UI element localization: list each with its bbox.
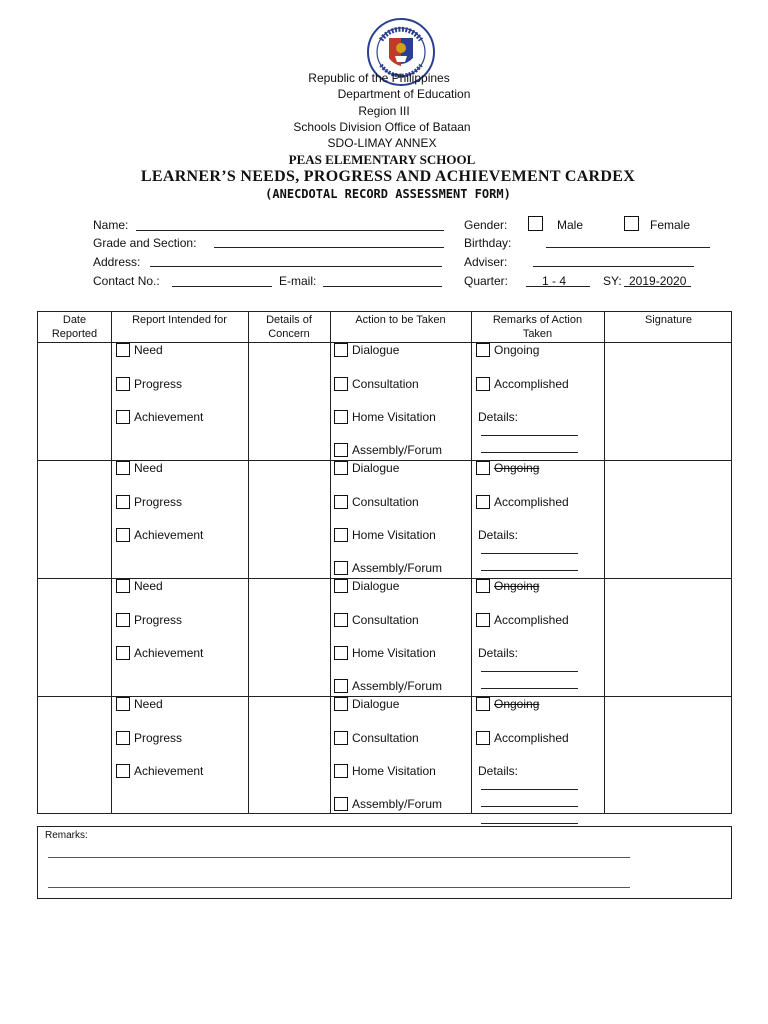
remarks-line-1[interactable]	[48, 857, 630, 858]
row2-report-need-label: Need	[134, 461, 163, 475]
female-checkbox[interactable]	[624, 216, 639, 231]
header-details-concern-l1: Details of	[266, 314, 312, 326]
header-signature: Signature	[644, 314, 693, 326]
row4-report-need[interactable]	[116, 697, 163, 711]
header-date-reported	[38, 312, 111, 343]
contact-field[interactable]	[172, 286, 272, 287]
row1-remark-ongoing-checkbox[interactable]	[476, 343, 490, 357]
birthday-label: Birthday:	[464, 236, 512, 250]
row2-action-dialogue[interactable]	[334, 461, 399, 475]
grade-section-field[interactable]	[214, 247, 444, 248]
header-action: Action to be Taken	[355, 314, 446, 326]
row1-remark-accomplished[interactable]	[476, 377, 569, 391]
row1-action-dialogue[interactable]	[334, 343, 399, 357]
header-republic: Republic of the Philippines	[308, 71, 450, 85]
row1-action-dialogue-label: Dialogue	[352, 343, 400, 357]
row1-action-consultation-label: Consultation	[352, 377, 419, 391]
row3-action-assembly-forum[interactable]	[334, 679, 442, 693]
name-label: Name:	[93, 218, 129, 232]
quarter-label: Quarter:	[464, 274, 509, 288]
row2-details-line-1[interactable]	[481, 553, 578, 554]
row3-report-achievement[interactable]	[116, 646, 203, 660]
row1-action-consultation-checkbox[interactable]	[334, 377, 348, 391]
row3-details-label: Details:	[478, 646, 519, 660]
header-remarks-action	[471, 312, 604, 343]
row3-remark-accomplished-checkbox[interactable]	[476, 613, 490, 627]
address-field[interactable]	[150, 266, 442, 267]
row1-report-need-checkbox[interactable]	[116, 343, 130, 357]
sy-value: 2019-2020	[629, 274, 687, 288]
row3-action-home-visitation[interactable]	[334, 646, 436, 660]
adviser-field[interactable]	[533, 266, 694, 267]
row1-report-progress-checkbox[interactable]	[116, 377, 130, 391]
row3-report-need-label: Need	[134, 579, 163, 593]
email-field[interactable]	[323, 286, 442, 287]
form-title: LEARNER’S NEEDS, PROGRESS AND ACHIEVEMENT CARDEX	[140, 168, 636, 185]
row4-action-dialogue[interactable]	[334, 697, 399, 711]
row4-report-need-label: Need	[134, 697, 163, 711]
row3-details-line-1[interactable]	[481, 671, 578, 672]
row4-action-assembly-forum-checkbox[interactable]	[334, 797, 348, 811]
row2-action-consultation-label: Consultation	[352, 495, 419, 509]
row2-report-achievement[interactable]	[116, 528, 203, 542]
row3-remark-ongoing-checkbox[interactable]	[476, 579, 490, 593]
row3-remark-ongoing[interactable]	[476, 579, 539, 593]
gender-label: Gender:	[464, 218, 508, 232]
male-checkbox[interactable]	[528, 216, 543, 231]
row4-details-line-3[interactable]	[481, 823, 578, 824]
row3-action-consultation-label: Consultation	[352, 613, 419, 627]
quarter-value: 1 - 4	[542, 274, 567, 288]
row2-details-label: Details:	[478, 528, 519, 542]
row4-remark-accomplished[interactable]	[476, 731, 569, 745]
row4-report-progress-label: Progress	[134, 731, 183, 745]
row4-report-progress[interactable]	[116, 731, 182, 745]
row4-report-achievement-label: Achievement	[134, 764, 204, 778]
row1-action-home-visitation[interactable]	[334, 410, 436, 424]
row1-details-line-1[interactable]	[481, 435, 578, 436]
row2-remark-accomplished-checkbox[interactable]	[476, 495, 490, 509]
row3-remark-accomplished[interactable]	[476, 613, 569, 627]
row4-action-consultation-checkbox[interactable]	[334, 731, 348, 745]
row2-action-dialogue-label: Dialogue	[352, 461, 400, 475]
row1-remark-ongoing[interactable]	[476, 343, 539, 357]
row2-remark-ongoing-checkbox[interactable]	[476, 461, 490, 475]
header-region: Region III	[358, 104, 410, 118]
row1-report-progress-label: Progress	[134, 377, 183, 391]
row3-report-need-checkbox[interactable]	[116, 579, 130, 593]
row4-action-home-visitation-label: Home Visitation	[352, 764, 436, 778]
header-details-concern-l2: Concern	[268, 328, 310, 340]
row3-report-achievement-checkbox[interactable]	[116, 646, 130, 660]
row2-remark-ongoing-label: Ongoing	[494, 461, 540, 475]
row2-action-home-visitation-label: Home Visitation	[352, 528, 436, 542]
row4-details-label: Details:	[478, 764, 519, 778]
header-remarks-action-l1: Remarks of Action	[492, 314, 583, 326]
row3-action-assembly-forum-checkbox[interactable]	[334, 679, 348, 693]
birthday-field[interactable]	[546, 247, 710, 248]
name-field[interactable]	[136, 230, 444, 231]
row3-details-line-2[interactable]	[481, 688, 578, 689]
header-remarks-action-l2: Taken	[522, 328, 553, 340]
row2-report-progress[interactable]	[116, 495, 182, 509]
email-label: E-mail:	[279, 274, 317, 288]
row1-action-assembly-forum-checkbox[interactable]	[334, 443, 348, 457]
row3-action-dialogue-label: Dialogue	[352, 579, 400, 593]
row1-report-need[interactable]	[116, 343, 163, 357]
row2-remark-accomplished-label: Accomplished	[494, 495, 569, 509]
row2-report-achievement-label: Achievement	[134, 528, 204, 542]
row4-report-achievement[interactable]	[116, 764, 203, 778]
row3-report-progress-label: Progress	[134, 613, 183, 627]
row1-remark-accomplished-label: Accomplished	[494, 377, 569, 391]
row4-remark-accomplished-checkbox[interactable]	[476, 731, 490, 745]
header-date-reported-l2: Reported	[51, 328, 98, 340]
row4-action-consultation-label: Consultation	[352, 731, 419, 745]
row3-report-achievement-label: Achievement	[134, 646, 204, 660]
row3-report-progress[interactable]	[116, 613, 182, 627]
grade-section-label: Grade and Section:	[93, 236, 197, 250]
row1-details-line-2[interactable]	[481, 452, 578, 453]
row3-action-consultation[interactable]	[334, 613, 419, 627]
row4-details-line-2[interactable]	[481, 806, 578, 807]
row1-action-assembly-forum[interactable]	[334, 443, 442, 457]
header-report-intended: Report Intended for	[132, 314, 227, 326]
row4-action-dialogue-checkbox[interactable]	[334, 697, 348, 711]
row1-report-achievement-checkbox[interactable]	[116, 410, 130, 424]
row2-report-need-checkbox[interactable]	[116, 461, 130, 475]
sy-label: SY:	[603, 274, 622, 288]
row4-action-assembly-forum[interactable]	[334, 797, 442, 811]
row2-remark-ongoing[interactable]	[476, 461, 539, 475]
remarks-box	[37, 826, 732, 899]
row4-remark-ongoing-label: Ongoing	[494, 697, 540, 711]
row3-action-home-visitation-checkbox[interactable]	[334, 646, 348, 660]
row1-report-achievement-label: Achievement	[134, 410, 204, 424]
remarks-label: Remarks:	[45, 830, 88, 841]
row4-report-progress-checkbox[interactable]	[116, 731, 130, 745]
row1-remark-accomplished-checkbox[interactable]	[476, 377, 490, 391]
row2-action-dialogue-checkbox[interactable]	[334, 461, 348, 475]
row1-action-assembly-forum-label: Assembly/Forum	[352, 443, 443, 457]
remarks-line-2[interactable]	[48, 887, 630, 888]
row1-action-consultation[interactable]	[334, 377, 419, 391]
school-name: PEAS ELEMENTARY SCHOOL	[288, 152, 476, 167]
row4-action-home-visitation-checkbox[interactable]	[334, 764, 348, 778]
row2-report-progress-label: Progress	[134, 495, 183, 509]
row3-action-dialogue[interactable]	[334, 579, 399, 593]
row3-action-home-visitation-label: Home Visitation	[352, 646, 436, 660]
row4-remark-ongoing-checkbox[interactable]	[476, 697, 490, 711]
row2-action-consultation-checkbox[interactable]	[334, 495, 348, 509]
row2-action-assembly-forum-checkbox[interactable]	[334, 561, 348, 575]
row1-remark-ongoing-label: Ongoing	[494, 343, 540, 357]
row4-details-line-1[interactable]	[481, 789, 578, 790]
header-annex: SDO-LIMAY ANNEX	[327, 136, 437, 150]
row4-action-home-visitation[interactable]	[334, 764, 436, 778]
row2-report-achievement-checkbox[interactable]	[116, 528, 130, 542]
row1-report-progress[interactable]	[116, 377, 182, 391]
row3-report-progress-checkbox[interactable]	[116, 613, 130, 627]
male-label: Male	[557, 218, 584, 232]
row3-report-need[interactable]	[116, 579, 163, 593]
row4-remark-ongoing[interactable]	[476, 697, 539, 711]
row2-action-assembly-forum[interactable]	[334, 561, 442, 575]
header-department: Department of Education	[337, 87, 471, 101]
sy-field[interactable]	[624, 286, 691, 287]
row1-action-home-visitation-checkbox[interactable]	[334, 410, 348, 424]
adviser-label: Adviser:	[464, 255, 508, 269]
row3-action-assembly-forum-label: Assembly/Forum	[352, 679, 443, 693]
row1-action-dialogue-checkbox[interactable]	[334, 343, 348, 357]
row1-details-label: Details:	[478, 410, 519, 424]
row4-report-achievement-checkbox[interactable]	[116, 764, 130, 778]
row1-report-need-label: Need	[134, 343, 163, 357]
quarter-field[interactable]	[526, 286, 590, 287]
row4-report-need-checkbox[interactable]	[116, 697, 130, 711]
row2-report-progress-checkbox[interactable]	[116, 495, 130, 509]
header-details-concern	[248, 312, 330, 343]
row1-action-home-visitation-label: Home Visitation	[352, 410, 436, 424]
row1-report-achievement[interactable]	[116, 410, 203, 424]
header-division: Schools Division Office of Bataan	[293, 120, 471, 134]
row2-action-consultation[interactable]	[334, 495, 419, 509]
row3-action-dialogue-checkbox[interactable]	[334, 579, 348, 593]
row4-remark-accomplished-label: Accomplished	[494, 731, 569, 745]
row2-report-need[interactable]	[116, 461, 163, 475]
contact-label: Contact No.:	[93, 274, 160, 288]
form-subtitle: (ANECDOTAL RECORD ASSESSMENT FORM)	[265, 187, 511, 201]
row4-action-consultation[interactable]	[334, 731, 419, 745]
row4-action-assembly-forum-label: Assembly/Forum	[352, 797, 443, 811]
row2-action-home-visitation-checkbox[interactable]	[334, 528, 348, 542]
header-date-reported-l1: Date	[62, 314, 87, 326]
row3-action-consultation-checkbox[interactable]	[334, 613, 348, 627]
row4-action-dialogue-label: Dialogue	[352, 697, 400, 711]
row2-details-line-2[interactable]	[481, 570, 578, 571]
female-label: Female	[650, 218, 691, 232]
row2-action-assembly-forum-label: Assembly/Forum	[352, 561, 443, 575]
row3-remark-accomplished-label: Accomplished	[494, 613, 569, 627]
row3-remark-ongoing-label: Ongoing	[494, 579, 540, 593]
address-label: Address:	[93, 255, 141, 269]
row2-remark-accomplished[interactable]	[476, 495, 569, 509]
row2-action-home-visitation[interactable]	[334, 528, 436, 542]
